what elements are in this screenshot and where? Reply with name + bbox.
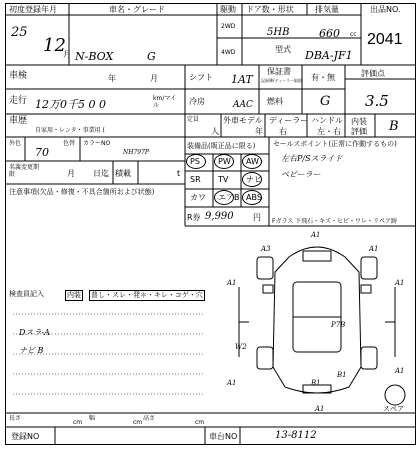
exterior-color-value: 70 — [35, 146, 49, 159]
load-unit: t — [177, 169, 181, 178]
capacity-unit: 人 — [211, 127, 219, 136]
damage-legend: Fガラス 下飛石・キズ・ヒビ・ワレ・リペア跡 — [272, 218, 397, 225]
shaken-label: 車検 — [9, 71, 28, 81]
registration-no-label: 登録NO — [11, 432, 40, 441]
warranty-value: 有・無 — [311, 73, 335, 82]
color-change-label: 色替 — [63, 140, 76, 147]
height-label: 高さ — [143, 415, 156, 422]
width-label: 幅 — [89, 415, 96, 422]
equipment-marked-circle — [214, 154, 234, 169]
ac-value: AAC — [233, 100, 253, 110]
auction-sheet — [5, 3, 416, 445]
steering-value: 左・右 — [317, 127, 341, 136]
damage-mark: A1 — [395, 367, 405, 375]
damage-mark: P7B — [331, 321, 346, 329]
damage-mark: A1 — [369, 245, 379, 253]
ac-label: 冷房 — [189, 97, 205, 106]
equipment-item: ABS — [246, 193, 262, 202]
chassis-no-label: 車台NO — [209, 432, 238, 441]
model-type-label: 型式 — [275, 45, 291, 54]
mileage-unit: km/マイル — [153, 95, 177, 109]
model-grade-label: 車名・グレード — [109, 5, 165, 14]
score-label: 評価点 — [361, 69, 385, 78]
damage-mark: A1 — [311, 231, 321, 239]
shaken-year-unit: 年 — [108, 74, 116, 83]
first-reg-month: 12 — [43, 35, 66, 56]
model-year-label: 外車モデル — [223, 116, 263, 125]
damage-mark: A3 — [261, 245, 271, 253]
month-unit: 月 — [63, 50, 71, 59]
history-sub: 自家用・レンタ・事業用 ( — [35, 127, 105, 134]
inspector-note-2: ナビ B — [19, 346, 44, 355]
interior-value: B — [389, 119, 399, 134]
sales-point-1: 左右P/Sスライド — [281, 154, 343, 163]
color-no-label: カラーNO — [83, 140, 111, 147]
steering-label: ハンドル — [311, 116, 343, 125]
sales-point-2: ベビーラー — [281, 170, 321, 179]
shift-label: シフト — [189, 73, 213, 82]
equipment-label: 装備品(販正品に限る) — [187, 142, 256, 150]
first-registration-label: 初度登録年月 — [9, 5, 57, 14]
inspector-interior-tag: 内装 — [67, 291, 81, 299]
damage-mark: B1 — [337, 371, 347, 379]
equipment-item: ナビ — [246, 175, 262, 184]
name-change-month: 月 — [67, 169, 75, 178]
recycle-label: R券 — [187, 213, 201, 222]
inspector-note-1: Dスラ-A — [19, 328, 50, 337]
damage-mark: B1 — [311, 379, 321, 387]
model-name: N-BOX — [75, 50, 114, 63]
dealer-sub: 右 — [279, 127, 287, 136]
equipment-item: SR — [190, 175, 201, 184]
equipment-item: PW — [218, 157, 231, 166]
interior-sub: 評価 — [351, 127, 367, 136]
height-unit: cm — [195, 419, 205, 426]
exterior-color-label: 外色 — [9, 140, 22, 147]
model-year-unit: 年 — [255, 127, 263, 136]
cc-unit: cc — [350, 31, 357, 38]
equipment-item: カワ — [190, 193, 206, 202]
lot-number-value: 2041 — [367, 31, 403, 48]
model-type-value: DBA-JF1 — [305, 49, 353, 62]
width-unit: cm — [133, 419, 143, 426]
length-label: 長さ — [9, 415, 22, 422]
shift-value: 1AT — [231, 73, 253, 86]
length-unit: cm — [73, 419, 83, 426]
interior-label: 内装 — [351, 117, 367, 126]
fuel-label: 燃料 — [267, 97, 283, 106]
warranty-sub: 記録簿/ディーラー取扱 — [261, 78, 303, 83]
equipment-marked-circle — [242, 154, 262, 169]
doors-value: 5HB — [267, 27, 290, 38]
lot-number-label: 出品NO. — [370, 5, 401, 14]
shaken-month-unit: 月 — [150, 74, 158, 83]
fuel-value: G — [320, 94, 331, 109]
equipment-marked-circle — [214, 190, 234, 205]
displacement-label: 排気量 — [315, 5, 339, 14]
equipment-marked-circle — [186, 154, 206, 169]
dealer-label: ディーラー — [269, 116, 309, 125]
inspector-label: 検査員記入 — [9, 290, 44, 298]
sales-points-label: セールスポイント(正常に作動するもの) — [273, 140, 397, 148]
grade-name: G — [147, 50, 156, 63]
mileage-label: 走行 — [9, 96, 28, 106]
spare-label: スペア — [383, 405, 404, 413]
damage-mark: W2 — [235, 343, 247, 351]
equipment-item: エアB — [218, 193, 240, 202]
damage-mark: A1 — [395, 279, 405, 287]
damage-mark: A1 — [315, 405, 325, 413]
drive-label: 駆動 — [220, 5, 236, 14]
chassis-no-value: 13-8112 — [275, 430, 317, 441]
displacement-value: 660 — [319, 27, 340, 40]
equipment-marked-circle — [242, 172, 262, 187]
warranty-label: 保証書 — [267, 67, 291, 76]
recycle-value: 9,990 — [205, 211, 234, 222]
inspector-interior-items: 普し・スレ・発＊・キレ・コゲ・穴 — [91, 291, 203, 299]
score-value: 3.5 — [365, 92, 389, 110]
notes-label: 注意事項(欠品・修復・不具合箇所および状態) — [9, 188, 155, 196]
color-no-value: NH797P — [123, 149, 149, 156]
equipment-item: PS — [190, 157, 200, 166]
damage-mark: A1 — [227, 379, 237, 387]
history-label: 車歴 — [9, 116, 28, 126]
equipment-item: TV — [218, 175, 229, 184]
inspector-lines — [13, 298, 213, 408]
name-change-day: 日迄 — [93, 169, 109, 178]
drive-2wd-label: 2WD — [221, 23, 236, 30]
car-damage-diagram — [219, 227, 415, 413]
mileage-value: 12万0千5 0 0 — [35, 98, 106, 111]
doors-shape-label: ドア数・形状 — [246, 5, 294, 14]
equipment-marked-circle — [242, 190, 262, 205]
drive-4wd-label: 4WD — [221, 49, 236, 56]
load-label: 積載 — [115, 169, 131, 178]
capacity-label: 定員 — [187, 116, 200, 123]
first-reg-year: 25 — [11, 25, 28, 40]
equipment-item: AW — [246, 157, 259, 166]
recycle-unit: 円 — [253, 213, 261, 222]
name-change-label: 名義変更期限 — [9, 164, 40, 178]
damage-mark: A1 — [227, 279, 237, 287]
